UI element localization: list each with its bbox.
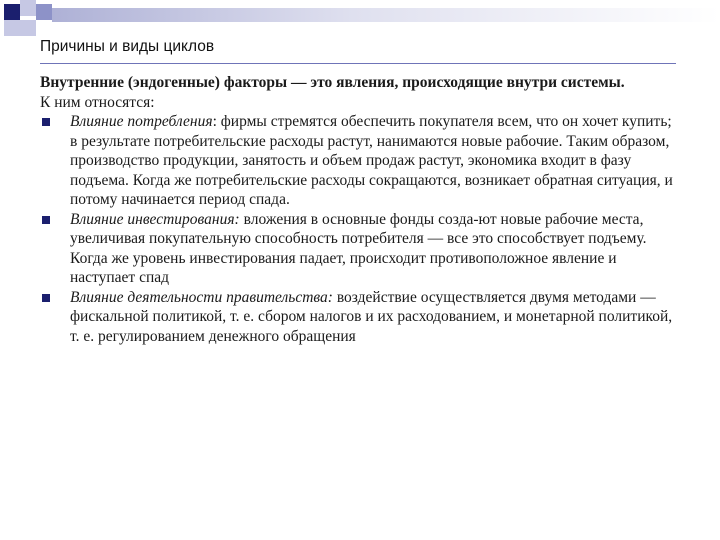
slide-content (40, 73, 680, 346)
bullet-list (40, 112, 680, 346)
bullet-separator: : (212, 113, 221, 130)
square-bullet-icon (42, 216, 50, 224)
bullet-text: фирмы стремятся обеспечить покупателя всем, что он хочет купить; в результате потребительские расходы растут, нанимаются новые рабочие. Таким образом, производство продукции, занятость и объем продаж растут, экономика входит в фазу подъема. Когда же потребительские расходы сокращаются, возникает обратная ситуация, и потому начинается период спада. (70, 113, 673, 208)
decor-square-dark (4, 4, 20, 20)
square-bullet-icon (42, 118, 50, 126)
bullet-text: вложения в основные фонды созда-ют новые рабочие места, увеличивая покупательную способность потребителя — все это способствует подъему. Когда же уровень инвестирования падает, происходит противоположное явление и наступает спад (70, 210, 647, 286)
slide-title: Причины и виды циклов (40, 38, 215, 55)
bullet-term: Влияние потребления (70, 113, 213, 130)
list-item (40, 288, 680, 347)
decor-square-light (20, 20, 36, 36)
square-bullet-icon (42, 294, 50, 302)
section-heading: Внутренние (эндогенные) факторы — это явления, происходящие внутри системы. (40, 74, 625, 91)
decor-square-mid (36, 4, 52, 20)
list-item (40, 210, 680, 288)
list-item (40, 112, 680, 210)
decor-square-light (20, 0, 36, 16)
header-gradient-bar (52, 8, 720, 22)
intro-text: К ним относятся: (40, 93, 155, 111)
bullet-term: Влияние инвестирования: (70, 210, 240, 228)
bullet-term: Влияние деятельности правительства: (70, 288, 333, 306)
title-divider (40, 63, 676, 64)
bullet-text: воздействие осуществляется двумя методами — фискальной политикой, т. е. сбором налогов и их расходованием, и монетарной политикой, т. е. регулированием денежного обращения (70, 288, 673, 345)
decor-square-light (4, 20, 20, 36)
